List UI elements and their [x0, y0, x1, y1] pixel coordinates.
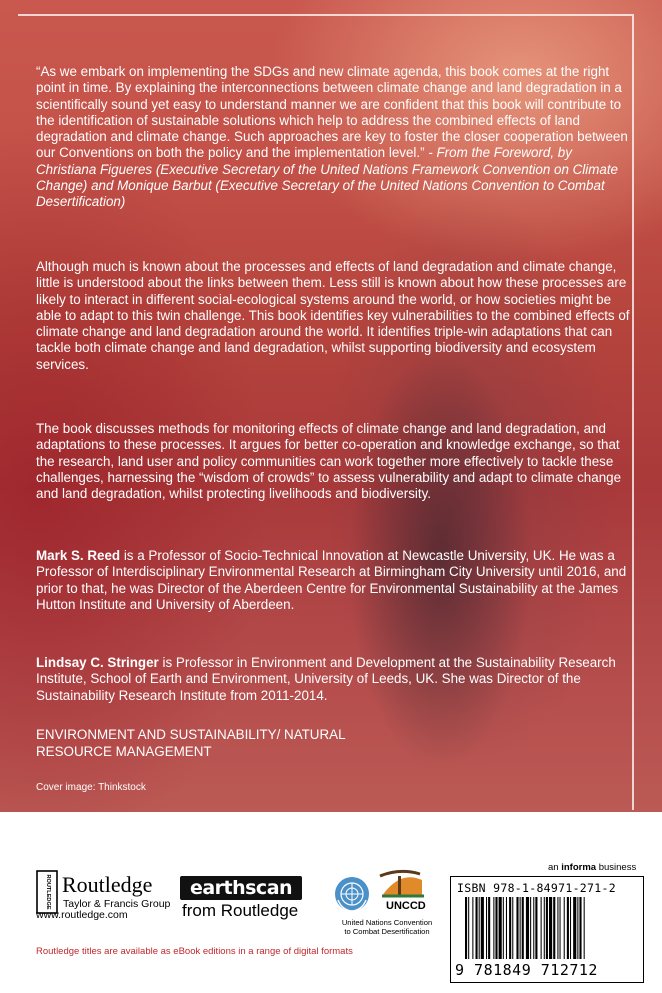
barcode-bar	[472, 897, 473, 959]
barcode-bar	[520, 897, 521, 959]
barcode-bar	[560, 897, 561, 959]
routledge-logo	[36, 870, 186, 930]
routledge-url: www.routledge.com	[36, 909, 128, 921]
author-bio-stringer-text: is Professor in Environment and Development at the Sustainability Research Institute, School of Earth and Environment, University of Leeds, UK. She was Director of the Sustainability Research Institute from 2011-2014.	[36, 655, 616, 703]
isbn-barcode	[450, 876, 644, 983]
barcode-bar	[557, 897, 558, 959]
routledge-book-icon	[36, 870, 58, 914]
cover-credit	[36, 782, 632, 794]
informa-suffix: business	[596, 862, 637, 873]
barcode-bar	[465, 897, 467, 959]
barcode-bar	[468, 897, 469, 959]
publisher-footer	[0, 812, 662, 993]
unccd-label: UNCCD	[386, 900, 426, 912]
barcode-bar	[541, 897, 542, 959]
subject-line-2: RESOURCE MANAGEMENT	[36, 744, 212, 759]
author-bio-stringer	[36, 655, 632, 704]
barcode-bar	[503, 897, 504, 959]
barcode-bar	[584, 897, 585, 959]
methods-paragraph	[36, 421, 632, 502]
barcode-bar	[579, 897, 581, 959]
author-name-reed: Mark S. Reed	[36, 548, 121, 563]
ean-digits: 9 781849 712712	[455, 961, 598, 979]
barcode-bar	[493, 897, 494, 959]
barcode-bar	[488, 897, 490, 959]
earthscan-logo	[180, 876, 302, 920]
routledge-group: Taylor & Francis Group	[63, 898, 171, 910]
informa-prefix: an	[548, 862, 562, 873]
foreword-attribution: - From the Foreword, by Christiana Figueres (Executive Secretary of the United Nations Framework Convention on Climate Change) and Monique Barbut (Executive Secretary of the United Nations Convention to Combat Desertification)	[36, 145, 619, 210]
barcode-bar	[509, 897, 511, 959]
barcode-bar	[522, 897, 524, 959]
author-bio-reed-text: is a Professor of Socio-Technical Innovation at Newcastle University, UK. He was a Professor of Interdisciplinary Environmental Research at Birmingham City University until 2016, and prior to that, he was Director of the Aberdeen Centre for Environmental Sustainability at the James Hutton Institute and University of Aberdeen.	[36, 548, 627, 612]
routledge-vertical-label: ROUTLEDGE	[45, 874, 51, 910]
barcode-bar	[573, 897, 576, 959]
summary-paragraph	[36, 259, 632, 373]
foreword-quote: “As we embark on implementing the SDGs and new climate agenda, this book comes at the right point in time. By explaining the interconnections between climate change and land degradation in a scientifically sound yet easy to understand manner we are confident that this book will contribute to the identification of sustainable solutions which help to address the combined effects of land degradation and climate change. Such approaches are key to foster the closer cooperation between our Conventions on both the policy and the implementation level.”	[36, 64, 628, 161]
isbn-number: ISBN 978-1-84971-271-2	[457, 881, 616, 895]
earthscan-from-routledge: from Routledge	[182, 901, 299, 920]
barcode-bar	[479, 897, 480, 959]
barcode-bar	[499, 897, 502, 959]
barcode-bar	[476, 897, 478, 959]
author-name-stringer: Lindsay C. Stringer	[36, 655, 159, 670]
barcode-bar	[553, 897, 555, 959]
informa-tagline	[548, 862, 636, 873]
barcode-bar	[530, 897, 531, 959]
barcode-bar	[544, 897, 545, 959]
cover-credit-text: Cover image: Thinkstock	[36, 782, 146, 793]
barcode-bar	[546, 897, 548, 959]
foreword-paragraph	[36, 64, 632, 211]
summary-text: Although much is known about the processes and effects of land degradation and climate change, little is understood about the links between them. Less still is known about how these processes are likely to interact in different social-ecological systems around the world, or how societies might be able to adapt to this twin challenge. This book identifies key vulnerabilities to the combined effects of climate change and land degradation around the world. It identifies triple-win adaptations that can tackle both climate change and land degradation, whilst supporting biodiversity and ecosystem services.	[36, 259, 630, 372]
earthscan-wordmark: earthscan	[180, 876, 302, 900]
un-emblem-icon	[332, 874, 372, 914]
barcode-bar	[486, 897, 487, 959]
barcode-bar	[512, 897, 513, 959]
barcode-bar	[481, 897, 484, 959]
subject-line-1: ENVIRONMENT AND SUSTAINABILITY/ NATURAL	[36, 727, 346, 742]
barcode-bar	[564, 897, 565, 959]
barcode-bar	[577, 897, 578, 959]
barcode-bar	[535, 897, 537, 959]
barcode-bar	[506, 897, 507, 959]
barcode-bar	[533, 897, 534, 959]
unccd-caption	[332, 918, 442, 936]
informa-brand: informa	[561, 862, 597, 873]
barcode-bar	[549, 897, 552, 959]
barcode-bar	[567, 897, 569, 959]
ebook-note: Routledge titles are available as eBook editions in a range of digital formats	[36, 946, 353, 957]
unccd-caption-line-2: to Combat Desertification	[344, 927, 430, 936]
unccd-logo	[332, 866, 442, 936]
routledge-name: Routledge	[62, 872, 153, 897]
subject-category	[36, 726, 632, 760]
unccd-caption-line-1: United Nations Convention	[341, 918, 433, 927]
author-bio-reed	[36, 548, 632, 613]
barcode-bar	[495, 897, 497, 959]
methods-text: The book discusses methods for monitoring effects of climate change and land degradation, and adaptations to these processes. It argues for better co-operation and knowledge exchange, so that the research, land user and policy communities can work together more effectively to tackle these challenges, harnessing the “wisdom of crowds” to assess vulnerability and adapt to climate change and land degradation, whilst protecting livelihoods and biodiversity.	[36, 421, 622, 502]
barcode-bar	[516, 897, 518, 959]
barcode-bar	[570, 897, 571, 959]
barcode-bar	[526, 897, 529, 959]
barcode-bars	[465, 897, 631, 959]
